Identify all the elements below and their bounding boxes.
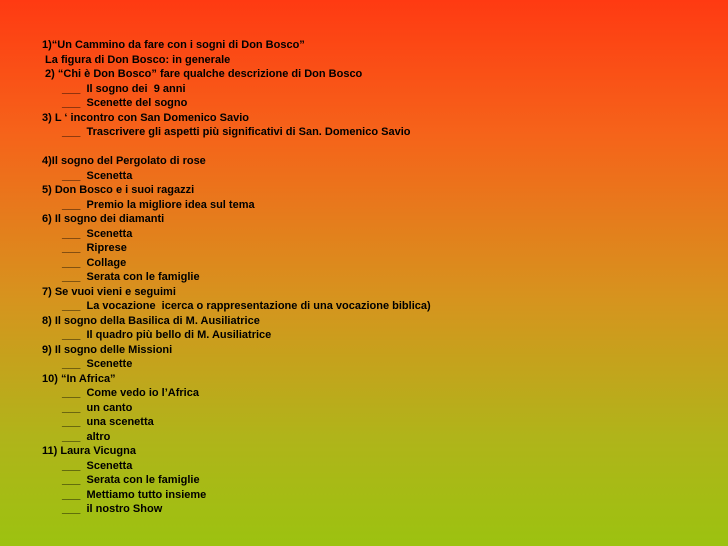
line-text: 4)Il sogno del Pergolato di rose: [42, 155, 206, 167]
activity-item: [42, 96, 702, 111]
blank-line: [42, 140, 702, 155]
activity-item: [42, 299, 702, 314]
activity-item: [42, 270, 702, 285]
section-heading: [42, 343, 702, 358]
activity-item: [42, 82, 702, 97]
activity-item: [42, 401, 702, 416]
line-text: Riprese: [86, 242, 127, 254]
line-text: La vocazione icerca o rappresentazione di una vocazione biblica): [86, 300, 431, 312]
line-text: un canto: [86, 401, 133, 414]
line-text: altro: [86, 430, 111, 443]
checkbox-blank: ___: [62, 198, 81, 211]
checkbox-blank: ___: [62, 126, 81, 138]
activity-item: [42, 357, 702, 372]
line-text: 7) Se vuoi vieni e seguimi: [42, 285, 176, 298]
activity-item: [42, 459, 702, 474]
checkbox-blank: ___: [62, 459, 81, 472]
line-text: 1)“Un Cammino da fare con i sogni di Don Bosco”: [42, 39, 305, 51]
section-heading: [42, 444, 702, 459]
line-text: Come vedo io l’Africa: [86, 387, 199, 399]
line-text: 11) Laura Vicugna: [42, 445, 136, 457]
checkbox-blank: ___: [62, 256, 81, 269]
activity-item: [42, 473, 702, 488]
line-text: Scenette: [86, 358, 133, 370]
line-text: 10) “In Africa”: [42, 372, 116, 385]
checkbox-blank: ___: [62, 488, 81, 501]
activity-item: [42, 241, 702, 256]
line-text: Serata con le famiglie: [86, 474, 200, 486]
line-text: 6) Il sogno dei diamanti: [42, 213, 165, 225]
activity-item: [42, 386, 702, 401]
line-text: Scenetta: [86, 169, 133, 182]
line-text: Scenette del sogno: [86, 97, 188, 109]
checkbox-blank: ___: [62, 416, 81, 428]
line-text: Mettiamo tutto insieme: [86, 488, 207, 501]
checkbox-blank: ___: [62, 430, 81, 443]
checkbox-blank: ___: [62, 329, 81, 341]
checkbox-blank: ___: [62, 387, 81, 399]
line-text: 2) “Chi è Don Bosco” fare qualche descrizione di Don Bosco: [42, 68, 363, 80]
checkbox-blank: ___: [62, 242, 81, 254]
checkbox-blank: ___: [62, 169, 81, 182]
section-heading: [42, 38, 702, 53]
line-text: 8) Il sogno della Basilica di M. Ausiliatrice: [42, 314, 260, 327]
checkbox-blank: ___: [62, 97, 81, 109]
section-heading: [42, 314, 702, 329]
line-text: Scenetta: [86, 227, 133, 240]
line-text: Collage: [86, 256, 127, 269]
activity-item: [42, 488, 702, 503]
line-text: il nostro Show: [86, 503, 163, 515]
line-text: una scenetta: [86, 416, 154, 428]
activity-item: [42, 125, 702, 140]
line-text: Il quadro più bello di M. Ausiliatrice: [86, 329, 272, 341]
slide-content: [42, 38, 702, 517]
section-heading: [42, 67, 702, 82]
line-text: 3) L ‘ incontro con San Domenico Savio: [42, 111, 249, 124]
line-text: Premio la migliore idea sul tema: [86, 198, 255, 211]
line-text: La figura di Don Bosco: in generale: [42, 53, 231, 66]
section-heading: [42, 212, 702, 227]
checkbox-blank: ___: [62, 474, 81, 486]
activity-item: [42, 227, 702, 242]
activity-item: [42, 169, 702, 184]
section-heading: [42, 285, 702, 300]
checkbox-blank: ___: [62, 401, 81, 414]
activity-item: [42, 430, 702, 445]
checkbox-blank: ___: [62, 358, 81, 370]
checkbox-blank: ___: [62, 227, 81, 240]
line-text: Il sogno dei 9 anni: [86, 82, 186, 95]
activity-item: [42, 415, 702, 430]
line-text: Scenetta: [86, 459, 133, 472]
activity-item: [42, 328, 702, 343]
line-text: 5) Don Bosco e i suoi ragazzi: [42, 184, 195, 196]
activity-item: [42, 502, 702, 517]
checkbox-blank: ___: [62, 271, 81, 283]
section-heading: [42, 372, 702, 387]
line-text: Serata con le famiglie: [86, 271, 200, 283]
section-heading: [42, 154, 702, 169]
activity-item: [42, 256, 702, 271]
checkbox-blank: ___: [62, 503, 81, 515]
section-heading: [42, 111, 702, 126]
section-heading: [42, 53, 702, 68]
line-text: Trascrivere gli aspetti più significativi di San. Domenico Savio: [86, 126, 411, 138]
checkbox-blank: ___: [62, 300, 81, 312]
line-text: 9) Il sogno delle Missioni: [42, 343, 173, 356]
checkbox-blank: ___: [62, 82, 81, 95]
activity-item: [42, 198, 702, 213]
section-heading: [42, 183, 702, 198]
